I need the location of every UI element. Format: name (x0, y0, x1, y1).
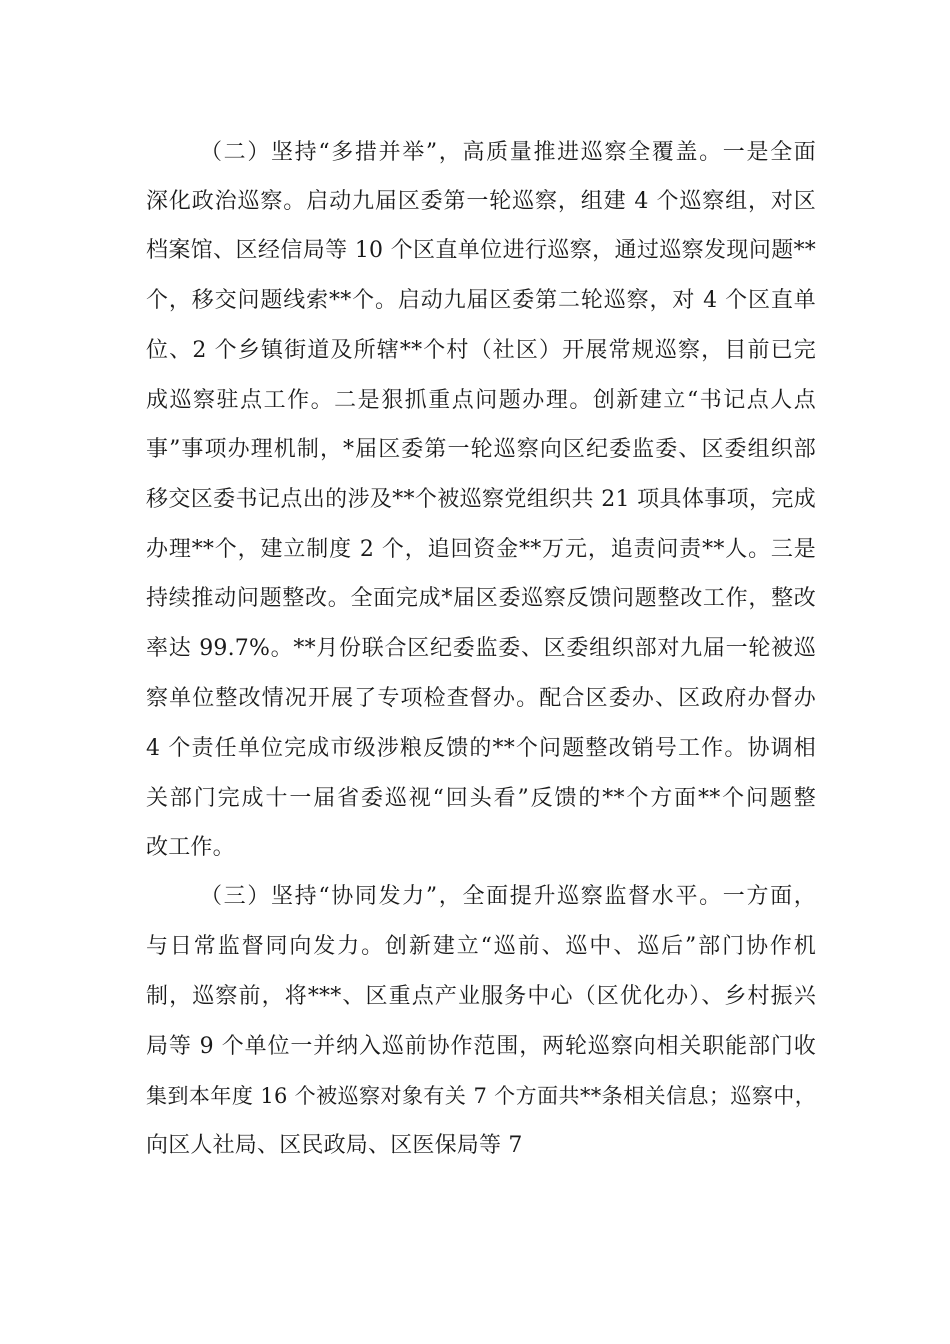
paragraph-1-line-9: 办理**个，建立制度 2 个，追回资金**万元，追责问责**人。三是 (146, 537, 816, 562)
paragraph-1-line-11: 率达 99.7%。**月份联合区纪委监委、区委组织部对九届一轮被巡 (146, 636, 816, 661)
paragraph-1-line-1: （二）坚持“多措并举”，高质量推进巡察全覆盖。一是全面 (200, 140, 816, 165)
paragraph-2-line-6: 向区人社局、区民政局、区医保局等 7 (146, 1133, 523, 1158)
paragraph-2-line-1: （三）坚持“协同发力”，全面提升巡察监督水平。一方面， (200, 884, 816, 909)
paragraph-1-line-10: 持续推动问题整改。全面完成*届区委巡察反馈问题整改工作，整改 (146, 586, 816, 611)
paragraph-1-line-14: 关部门完成十一届省委巡视“回头看”反馈的**个方面**个问题整 (146, 786, 816, 811)
paragraph-1-line-15: 改工作。 (146, 835, 235, 860)
paragraph-2-line-4: 局等 9 个单位一并纳入巡前协作范围，两轮巡察向相关职能部门收 (146, 1034, 816, 1059)
paragraph-1-line-6: 成巡察驻点工作。二是狠抓重点问题办理。创新建立“书记点人点 (146, 388, 816, 413)
paragraph-1-line-13: 4 个责任单位完成市级涉粮反馈的**个问题整改销号工作。协调相 (146, 736, 816, 761)
paragraph-1-line-2: 深化政治巡察。启动九届区委第一轮巡察，组建 4 个巡察组，对区 (146, 189, 816, 214)
paragraph-2-line-2: 与日常监督同向发力。创新建立“巡前、巡中、巡后”部门协作机 (146, 934, 816, 959)
paragraph-1-line-4: 个，移交问题线索**个。启动九届区委第二轮巡察，对 4 个区直单 (146, 288, 816, 313)
paragraph-2-line-3: 制，巡察前，将***、区重点产业服务中心（区优化办）、乡村振兴 (146, 984, 816, 1009)
paragraph-2-line-5: 集到本年度 16 个被巡察对象有关 7 个方面共**条相关信息；巡察中， (146, 1084, 816, 1108)
paragraph-1-line-3: 档案馆、区经信局等 10 个区直单位进行巡察，通过巡察发现问题** (146, 238, 816, 263)
paragraph-1-line-5: 位、2 个乡镇街道及所辖**个村（社区）开展常规巡察，目前已完 (146, 338, 816, 363)
paragraph-1-line-12: 察单位整改情况开展了专项检查督办。配合区委办、区政府办督办 (146, 686, 816, 711)
paragraph-1-line-8: 移交区委书记点出的涉及**个被巡察党组织共 21 项具体事项，完成 (146, 487, 816, 512)
paragraph-1-line-7: 事”事项办理机制，*届区委第一轮巡察向区纪委监委、区委组织部 (146, 437, 816, 462)
